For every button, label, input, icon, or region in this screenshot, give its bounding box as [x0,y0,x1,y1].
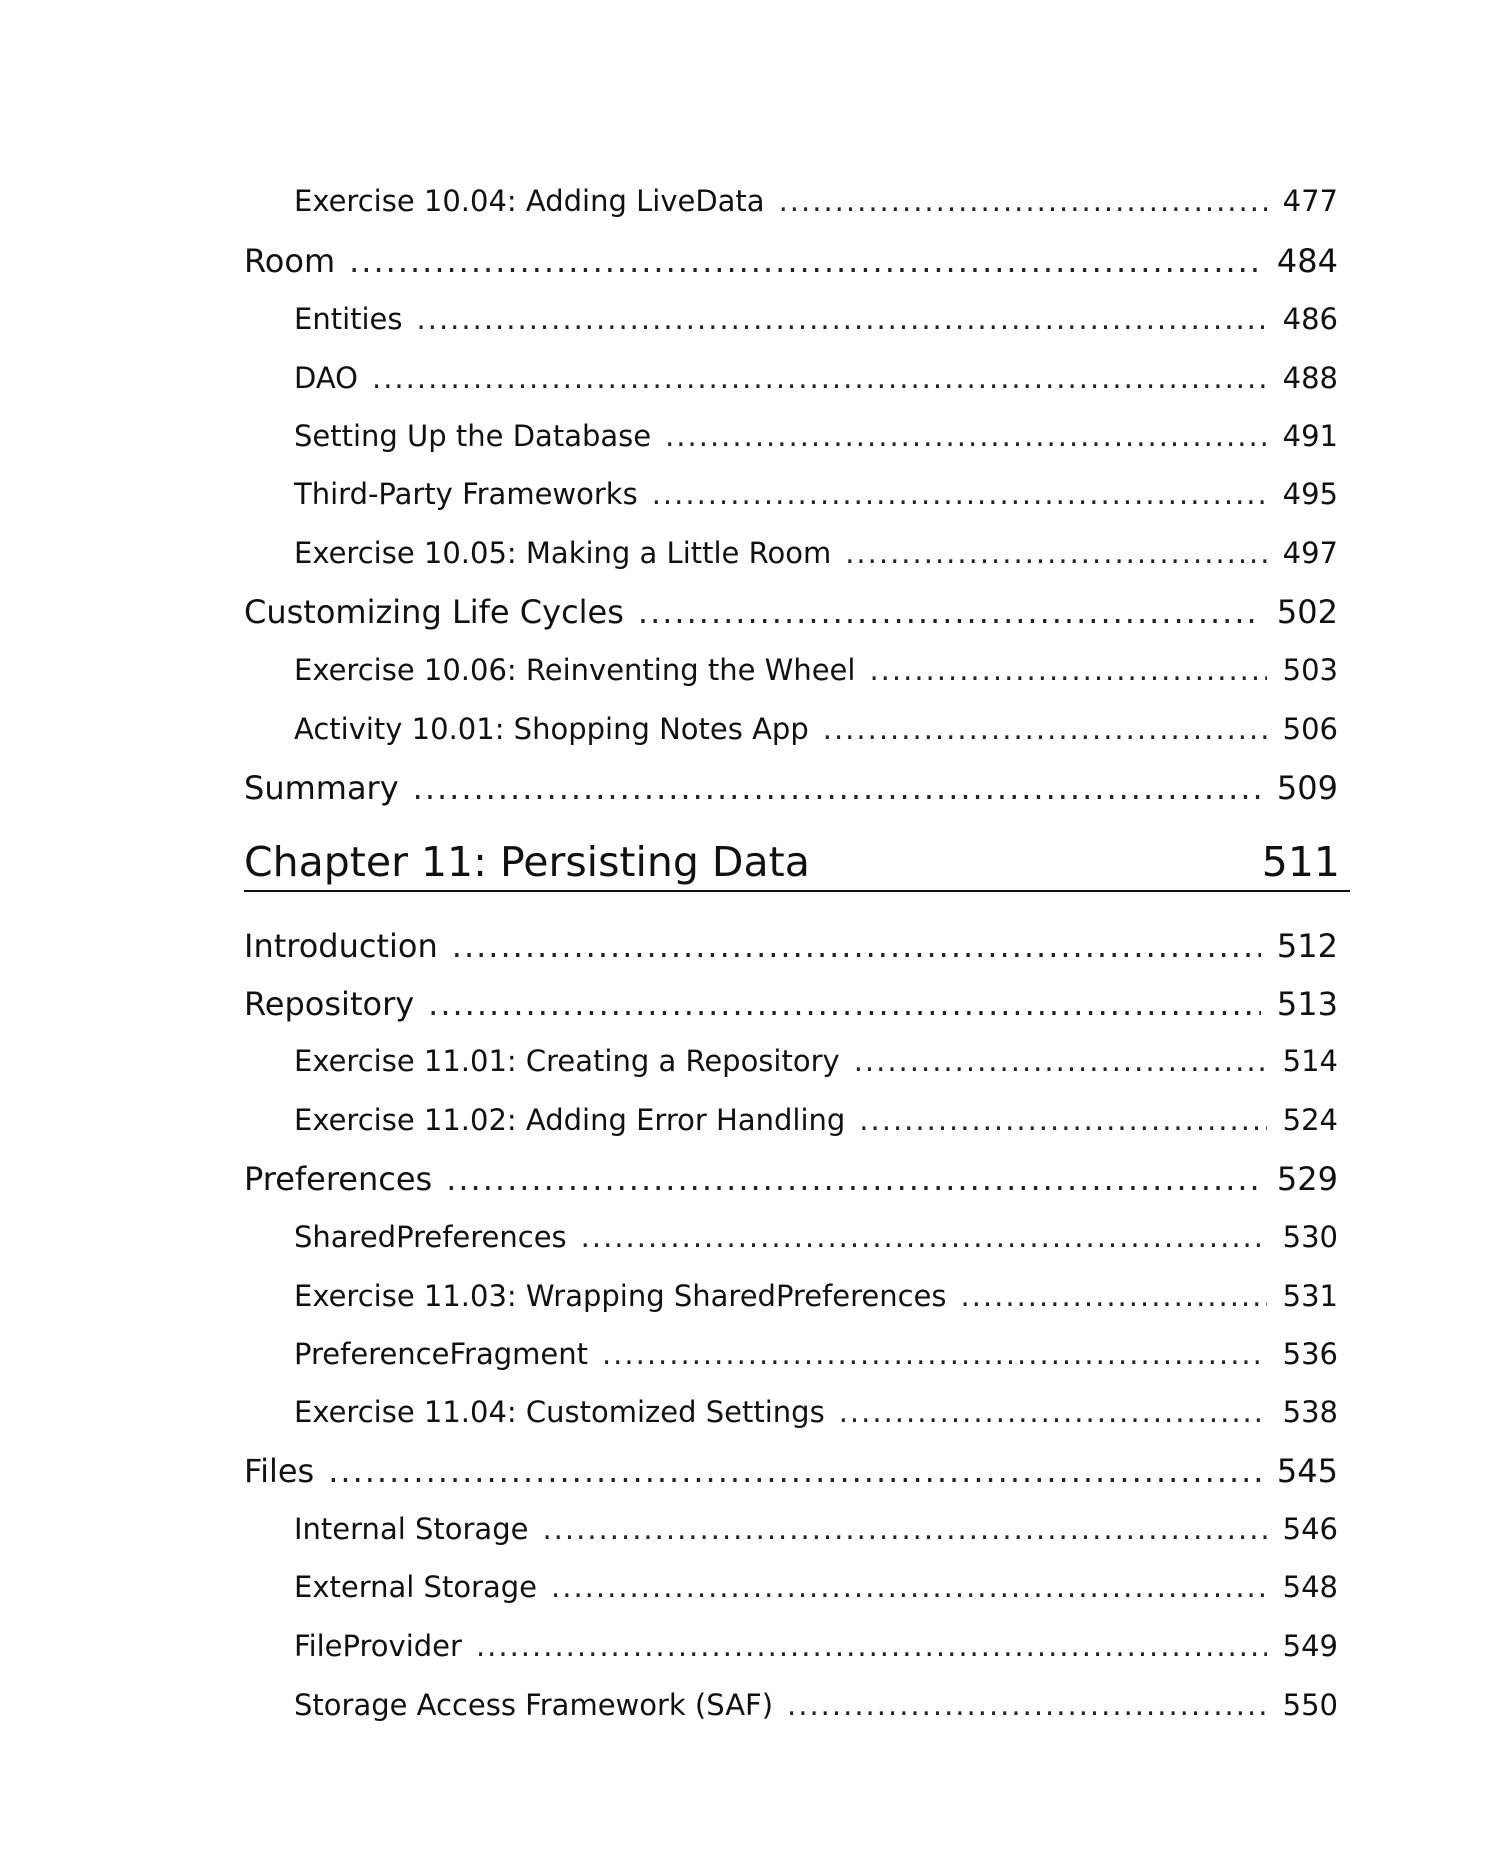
toc-entry-page: 514 [1282,1044,1338,1078]
toc-entry-page: 531 [1282,1279,1338,1313]
dot-leader [859,1103,1266,1137]
toc-entry[interactable] [244,242,1338,280]
dot-leader [869,653,1266,687]
dot-leader [638,593,1261,631]
dot-leader [349,242,1261,280]
dot-leader [854,1044,1267,1078]
toc-entry[interactable] [294,536,1338,570]
toc-entry[interactable] [294,653,1338,687]
toc-entry-label: External Storage [294,1570,538,1604]
toc-entry-page: 497 [1282,536,1338,570]
dot-leader [845,536,1266,570]
toc-entry-label: SharedPreferences [294,1220,567,1254]
dot-leader [551,1570,1267,1604]
toc-entry[interactable] [244,1452,1338,1490]
dot-leader [961,1279,1267,1313]
toc-entry[interactable] [294,302,1338,336]
toc-entry-label: Setting Up the Database [294,419,652,453]
toc-entry-page: 502 [1276,593,1338,631]
chapter-heading[interactable] [244,834,1350,892]
toc-entry-label: Third-Party Frameworks [294,477,638,511]
toc-entry-label: FileProvider [294,1629,462,1663]
dot-leader [581,1220,1267,1254]
toc-entry[interactable] [294,361,1338,395]
dot-leader [476,1629,1267,1663]
dot-leader [787,1688,1267,1722]
toc-entry-label: Exercise 10.04: Adding LiveData [294,184,765,218]
toc-entry-page: 477 [1282,184,1338,218]
dot-leader [372,361,1267,395]
dot-leader [602,1337,1267,1371]
dot-leader [428,985,1261,1023]
chapter-title: Chapter 11: Persisting Data [244,838,810,886]
toc-entry-page: 513 [1276,985,1338,1023]
toc-entry-page: 491 [1282,419,1338,453]
toc-entry[interactable] [244,593,1338,631]
toc-entry-page: 524 [1282,1103,1338,1137]
toc-entry-label: Introduction [244,927,438,965]
toc-entry-page: 536 [1282,1337,1338,1371]
toc-entry[interactable] [294,1044,1338,1078]
toc-entry[interactable] [294,1512,1338,1546]
toc-entry[interactable] [294,712,1338,746]
dot-leader [823,712,1267,746]
toc-entry-label: Exercise 11.04: Customized Settings [294,1395,825,1429]
toc-entry-label: Room [244,242,336,280]
toc-entry-label: Storage Access Framework (SAF) [294,1688,774,1722]
toc-entry-label: Exercise 11.03: Wrapping SharedPreferences [294,1279,947,1313]
toc-entry-label: PreferenceFragment [294,1337,588,1371]
toc-entry-label: Entities [294,302,403,336]
toc-entry-page: 545 [1276,1452,1338,1490]
dot-leader [542,1512,1266,1546]
dot-leader [452,927,1261,965]
dot-leader [328,1452,1261,1490]
toc-entry[interactable] [294,1279,1338,1313]
toc-entry-label: Exercise 11.02: Adding Error Handling [294,1103,846,1137]
toc-entry[interactable] [294,1220,1338,1254]
toc-entry-page: 495 [1282,477,1338,511]
toc-entry-page: 503 [1282,653,1338,687]
toc-entry[interactable] [244,985,1338,1023]
toc-entry-label: DAO [294,361,358,395]
toc-entry[interactable] [244,769,1338,807]
toc-entry-label: Exercise 11.01: Creating a Repository [294,1044,840,1078]
toc-entry[interactable] [294,1395,1338,1429]
toc-entry-page: 509 [1276,769,1338,807]
toc-entry-label: Exercise 10.06: Reinventing the Wheel [294,653,856,687]
toc-entry-page: 548 [1282,1570,1338,1604]
toc-entry-label: Exercise 10.05: Making a Little Room [294,536,832,570]
toc-entry-label: Customizing Life Cycles [244,593,624,631]
toc-entry-page: 549 [1282,1629,1338,1663]
toc-entry-label: Activity 10.01: Shopping Notes App [294,712,809,746]
toc-entry-page: 538 [1282,1395,1338,1429]
toc-entry[interactable] [294,1103,1338,1137]
toc-entry[interactable] [244,1160,1338,1198]
toc-entry[interactable] [294,1570,1338,1604]
toc-entry-label: Repository [244,985,415,1023]
toc-entry-page: 546 [1282,1512,1338,1546]
toc-entry-label: Summary [244,769,399,807]
toc-entry[interactable] [244,927,1338,965]
chapter-page: 511 [1261,838,1340,886]
dot-leader [417,302,1267,336]
toc-entry[interactable] [294,1688,1338,1722]
toc-entry[interactable] [294,477,1338,511]
toc-entry[interactable] [294,419,1338,453]
toc-entry-label: Files [244,1452,315,1490]
dot-leader [652,477,1267,511]
dot-leader [839,1395,1267,1429]
toc-entry-page: 530 [1282,1220,1338,1254]
toc-entry[interactable] [294,184,1338,218]
toc-entry-page: 486 [1282,302,1338,336]
toc-entry-label: Internal Storage [294,1512,529,1546]
dot-leader [779,184,1267,218]
dot-leader [446,1160,1261,1198]
toc-entry[interactable] [294,1629,1338,1663]
toc-entry-page: 550 [1282,1688,1338,1722]
toc-entry-page: 484 [1276,242,1338,280]
toc-entry[interactable] [294,1337,1338,1371]
toc-entry-page: 506 [1282,712,1338,746]
toc-entry-page: 512 [1276,927,1338,965]
toc-entry-page: 529 [1276,1160,1338,1198]
dot-leader [413,769,1261,807]
dot-leader [665,419,1267,453]
toc-entry-label: Preferences [244,1160,433,1198]
toc-entry-page: 488 [1282,361,1338,395]
